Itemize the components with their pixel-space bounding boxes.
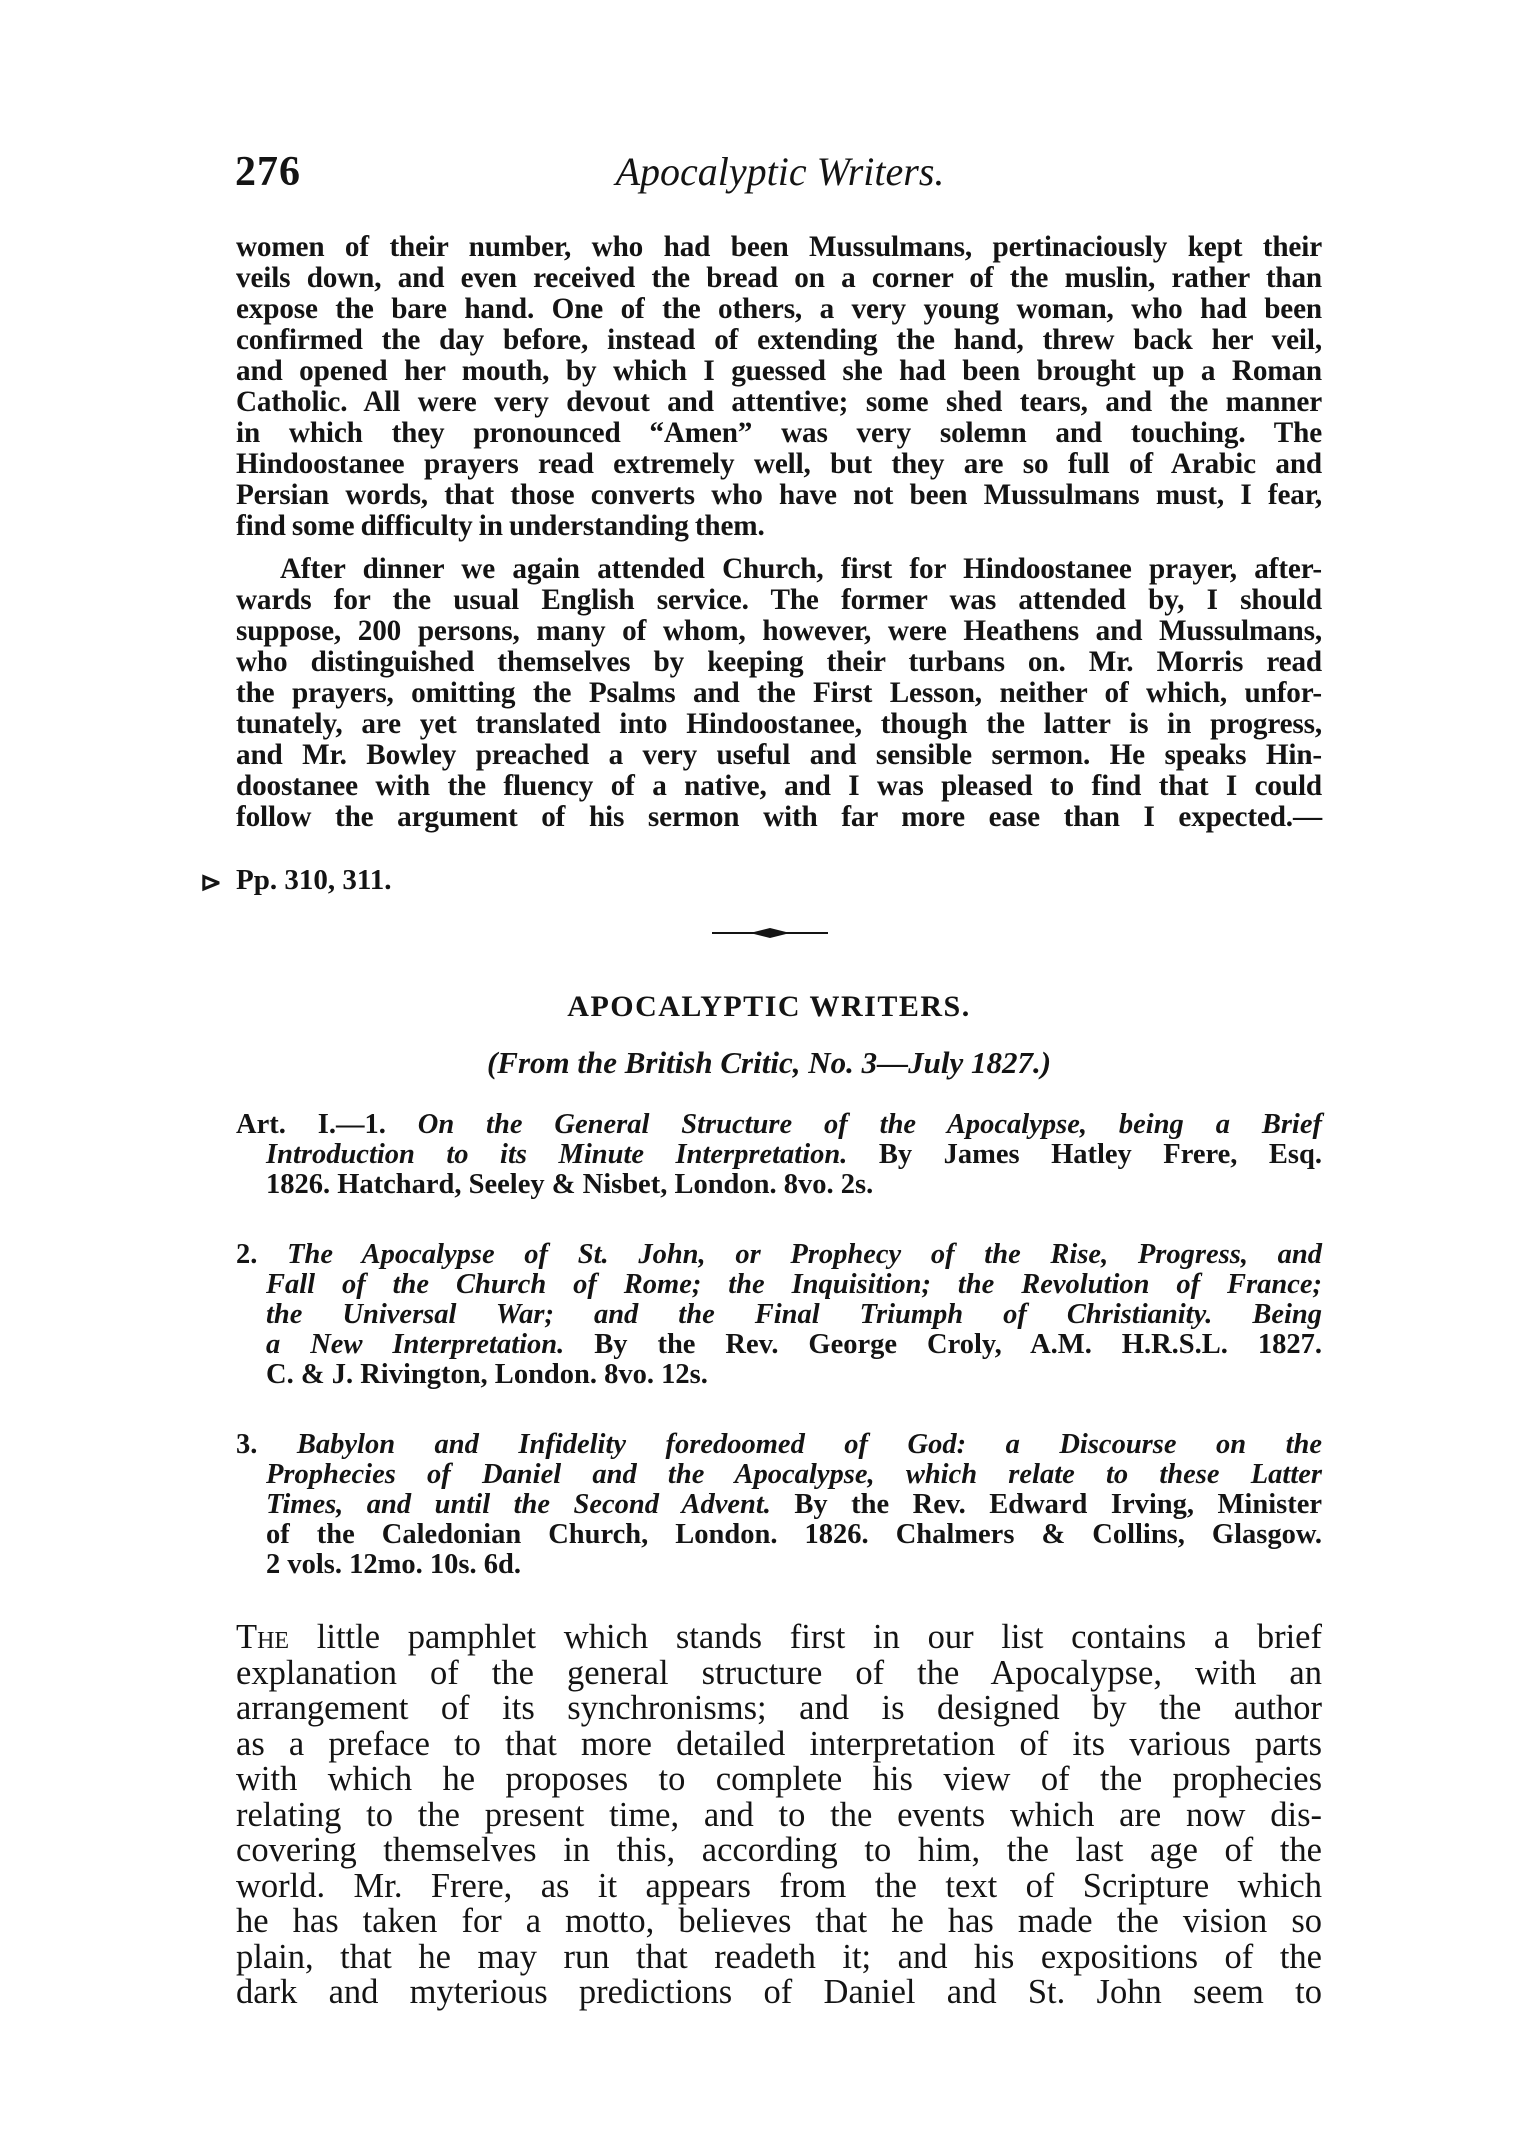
text-line: with which he proposes to complete his view of the prophecies [236,1760,1322,1798]
text-line: tunately, are yet translated into Hindoostanee, though the latter is in progress, [236,708,1322,740]
paragraph-church [236,554,1322,833]
page-number: 276 [235,149,301,195]
ref-2-title-cont: the Universal War; and the Final Triumph of Christianity. Being [266,1299,1322,1330]
ref-1-number: Art. I.—1. [236,1109,418,1140]
paragraph-continuation [236,232,1322,542]
text-line: suppose, 200 persons, many of whom, however, were Heathens and Mussulmans, [236,615,1322,647]
ref-1-title: On the General Structure of the Apocalypse, being a Brief [417,1109,1322,1140]
ref-2-title-end: a New Interpretation. [266,1329,565,1360]
text-line: Hindoostanee prayers read extremely well, but they are so full of Arabic and [236,448,1322,480]
text-line: Catholic. All were very devout and attentive; some shed tears, and the manner [236,386,1322,418]
text-line: doostanee with the fluency of a native, and I was pleased to find that I could [236,770,1322,802]
section-title: APOCALYPTIC WRITERS. [567,990,971,1023]
text-line-rest: little pamphlet which stands first in our list contains a brief [289,1618,1322,1656]
ref-3-title: Babylon and Infidelity foredoomed of God: a Discourse on the [296,1429,1322,1460]
ref-2-title: The Apocalypse of St. John, or Prophecy of the Rise, Progress, and [287,1239,1322,1270]
text-line: he has taken for a motto, believes that he has made the vision so [236,1902,1322,1940]
text-line: arrangement of its synchronisms; and is designed by the author [236,1689,1322,1727]
text-line: women of their number, who had been Mussulmans, pertinaciously kept their [236,231,1322,263]
section-source: (From the British Critic, No. 3—July 1827.) [486,1045,1052,1080]
article-body [236,1620,1322,2011]
text-line: and Mr. Bowley preached a very useful and sensible sermon. He speaks Hin- [236,739,1322,771]
text-line: explanation of the general structure of the Apocalypse, with an [236,1653,1322,1692]
drop-word: The [236,1618,290,1656]
text-line: wards for the usual English service. The former was attended by, I should [236,584,1322,616]
ref-3-imprint: of the Caledonian Church, London. 1826. Chalmers & Collins, Glasgow. [266,1519,1322,1550]
text-line: and opened her mouth, by which I guessed she had been brought up a Roman [236,355,1322,387]
ref-2-author: By the Rev. George Croly, A.M. H.R.S.L. 1827. [564,1329,1323,1360]
text-line: Persian words, that those converts who have not been Mussulmans must, I fear, [236,479,1322,511]
ref-3-number: 3. [236,1429,297,1460]
text-line: confirmed the day before, instead of extending the hand, threw back her veil, [236,324,1322,356]
text-line: dark and myterious predictions of Daniel and St. John seem to [236,1973,1322,2011]
reviewed-work-1 [236,1110,1322,1200]
text-line [236,1620,1322,1656]
reviewed-work-2 [236,1240,1322,1390]
text-line: as a preface to that more detailed interpretation of its various parts [236,1724,1322,1763]
text-line: the prayers, omitting the Psalms and the First Lesson, neither of which, unfor- [236,677,1322,709]
ref-3-title-cont: Prophecies of Daniel and the Apocalypse, which relate to these Latter [266,1459,1322,1490]
ref-1-imprint: 1826. Hatchard, Seeley & Nisbet, London. 8vo. 2s. [266,1169,874,1200]
text-line: veils down, and even received the bread on a corner of the muslin, rather than [236,262,1322,294]
section-divider-ornament [710,925,830,941]
text-line: expose the bare hand. One of the others, a very young woman, who had been [236,293,1322,325]
text-line: follow the argument of his sermon with far more ease than I expected.— [236,801,1322,833]
ref-3-title-end: Times, and until the Second Advent. [266,1489,771,1520]
margin-mark: ⊳ [200,868,222,897]
ref-2-imprint: C. & J. Rivington, London. 8vo. 12s. [266,1359,708,1390]
ref-1-author: By James Hatley Frere, Esq. [847,1139,1322,1170]
ref-3-price: 2 vols. 12mo. 10s. 6d. [266,1549,521,1580]
text-line: After dinner we again attended Church, first for Hindoostanee prayer, after- [280,553,1322,585]
text-line: covering themselves in this, according to him, the last age of the [236,1831,1322,1869]
text-line: in which they pronounced “Amen” was very solemn and touching. The [236,417,1322,449]
text-line: relating to the present time, and to the events which are now dis- [236,1795,1322,1834]
text-line: find some difficulty in understanding them. [236,510,765,542]
ref-2-number: 2. [236,1239,288,1270]
text-line: world. Mr. Frere, as it appears from the text of Scripture which [236,1866,1322,1905]
page-header [235,148,1325,208]
reviewed-work-3 [236,1430,1322,1580]
text-line: plain, that he may run that readeth it; and his expositions of the [236,1937,1322,1976]
ref-2-title-cont: Fall of the Church of Rome; the Inquisition; the Revolution of France; [266,1269,1322,1300]
ref-3-author: By the Rev. Edward Irving, Minister [770,1489,1322,1520]
running-head: Apocalyptic Writers. [615,149,945,194]
page-reference: Pp. 310, 311. [236,864,392,896]
text-line: who distinguished themselves by keeping their turbans on. Mr. Morris read [236,646,1322,678]
ref-1-title-cont: Introduction to its Minute Interpretation. [266,1139,848,1170]
